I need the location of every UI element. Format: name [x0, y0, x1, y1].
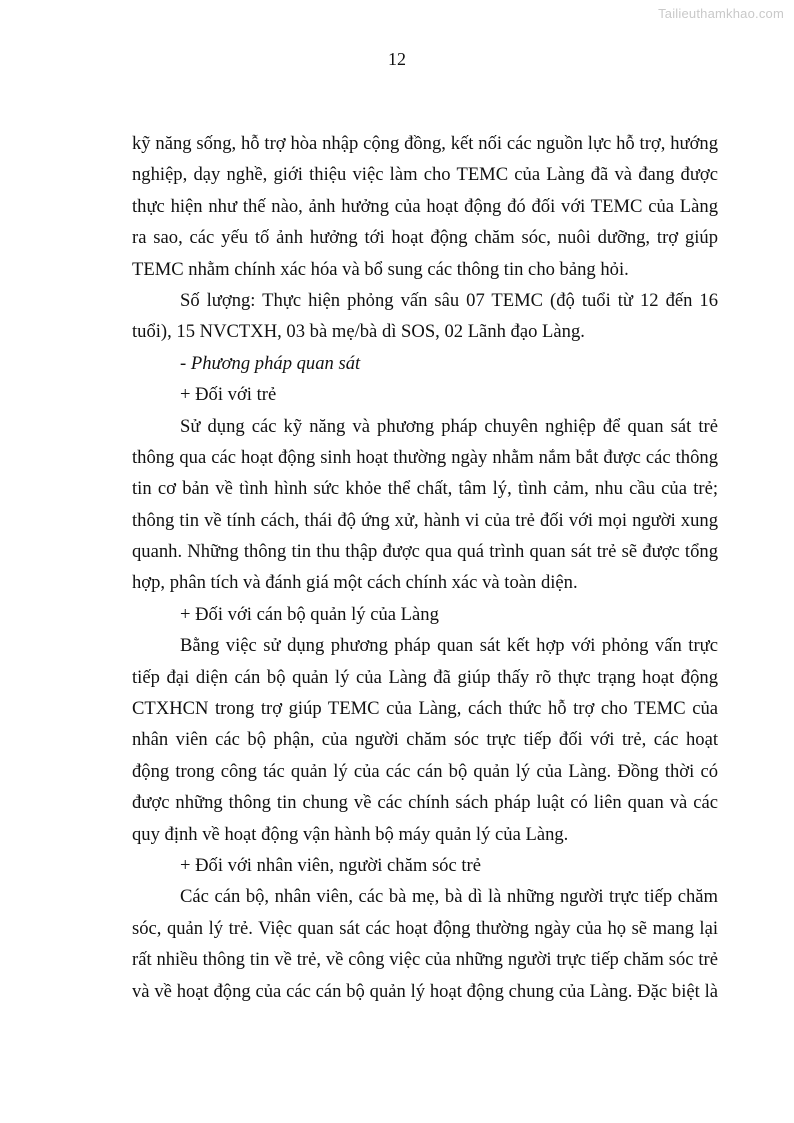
paragraph-line: thông tin về tính cách, thái độ ứng xử, hành vi của trẻ đối với mọi người xung — [132, 509, 718, 531]
section-heading: - Phương pháp quan sát — [180, 352, 361, 374]
paragraph-line: nghiệp, dạy nghề, giới thiệu việc làm cho TEMC của Làng đã và đang được — [132, 164, 718, 186]
paragraph-line: Sử dụng các kỹ năng và phương pháp chuyên nghiệp để quan sát trẻ — [180, 415, 718, 437]
paragraph-line: kỹ năng sống, hỗ trợ hòa nhập cộng đồng, kết nối các nguồn lực hỗ trợ, hướng — [132, 133, 718, 154]
paragraph-line: tin cơ bản về tình hình sức khỏe thể chất, tâm lý, tình cảm, nhu cầu của trẻ; — [132, 478, 718, 500]
subsection-heading: + Đối với nhân viên, người chăm sóc trẻ — [180, 854, 481, 876]
paragraph-line: Bằng việc sử dụng phương pháp quan sát kết hợp với phỏng vấn trực — [180, 635, 718, 657]
paragraph-line: Các cán bộ, nhân viên, các bà mẹ, bà dì là những người trực tiếp chăm — [180, 886, 718, 908]
paragraph-line: tiếp đại diện cán bộ quản lý của Làng đã giúp thấy rõ thực trạng hoạt động — [132, 666, 718, 688]
paragraph-line: và về hoạt động của các cán bộ quản lý hoạt động chung của Làng. Đặc biệt là — [132, 980, 718, 1002]
paragraph-line: Số lượng: Thực hiện phỏng vấn sâu 07 TEMC (độ tuổi từ 12 đến 16 — [180, 289, 718, 311]
paragraph-line: thông qua các hoạt động sinh hoạt thường ngày nhằm nắm bắt được các thông — [132, 446, 718, 468]
document-body — [132, 128, 718, 1007]
paragraph-line: thực hiện như thế nào, ảnh hưởng của hoạt động đó đối với TEMC của Làng — [132, 195, 718, 217]
paragraph-line: sóc, quản lý trẻ. Việc quan sát các hoạt động thường ngày của họ sẽ mang lại — [132, 917, 718, 939]
page-number: 12 — [388, 49, 406, 69]
paragraph-line: nhân viên các bộ phận, của người chăm sóc trực tiếp đối với trẻ, các hoạt — [132, 729, 718, 751]
paragraph-line: rất nhiều thông tin về trẻ, về công việc của những người trực tiếp chăm sóc trẻ — [132, 949, 718, 971]
paragraph-line: quanh. Những thông tin thu thập được qua quá trình quan sát trẻ sẽ được tổng — [132, 541, 718, 563]
paragraph-line: được những thông tin chung về các chính sách pháp luật có liên quan và các — [132, 792, 718, 814]
paragraph-line: hợp, phân tích và đánh giá một cách chính xác và toàn diện. — [132, 572, 578, 594]
subsection-heading: + Đối với cán bộ quản lý của Làng — [180, 603, 439, 625]
watermark: Tailieuthamkhao.com — [658, 6, 784, 21]
paragraph-line: tuổi), 15 NVCTXH, 03 bà mẹ/bà dì SOS, 02 Lãnh đạo Làng. — [132, 321, 585, 343]
subsection-heading: + Đối với trẻ — [180, 384, 277, 406]
paragraph-line: quy định về hoạt động vận hành bộ máy quản lý của Làng. — [132, 823, 569, 845]
paragraph-line: động trong công tác quản lý của các cán bộ quản lý của Làng. Đồng thời có — [132, 760, 718, 782]
paragraph-line: CTXHCN trong trợ giúp TEMC của Làng, cách thức hỗ trợ cho TEMC của — [132, 698, 718, 720]
paragraph-line: TEMC nhằm chính xác hóa và bổ sung các thông tin cho bảng hỏi. — [132, 258, 629, 280]
paragraph-line: ra sao, các yếu tố ảnh hưởng tới hoạt động chăm sóc, nuôi dưỡng, trợ giúp — [132, 227, 718, 249]
